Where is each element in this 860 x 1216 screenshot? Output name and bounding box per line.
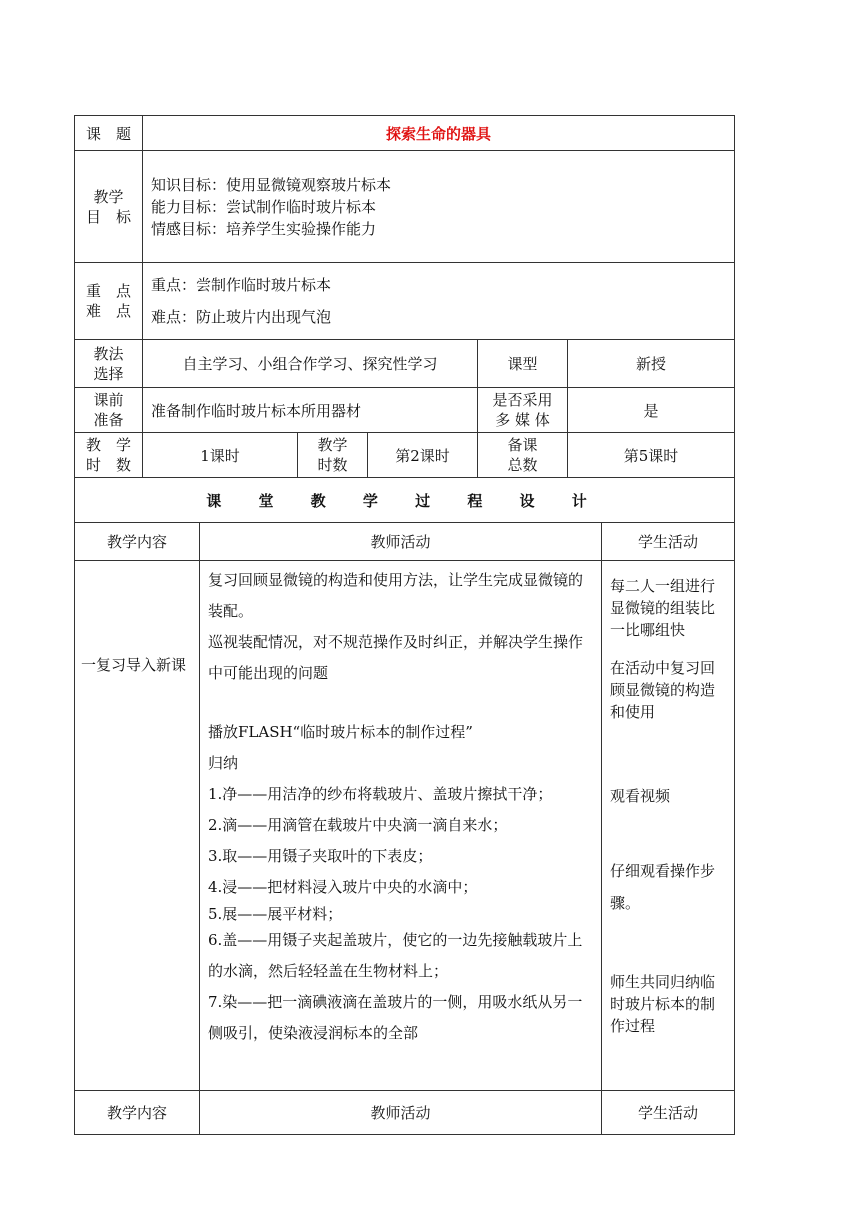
column-teacher-header: 教师活动	[200, 523, 602, 561]
column-student-header: 学生活动	[602, 523, 735, 561]
column-content-header: 教学内容	[75, 523, 200, 561]
teacher-step: 7.染——把一滴碘液滴在盖玻片的一侧，用吸水纸从另一侧吸引，使染液浸润标本的全部	[208, 993, 583, 1042]
media-label-line1: 是否采用	[492, 391, 553, 409]
prep-label-line1: 课前	[93, 391, 124, 409]
method-value: 自主学习、小组合作学习、探究性学习	[143, 340, 478, 388]
media-label	[478, 388, 568, 433]
teacher-activities	[200, 561, 602, 1091]
keys-cell	[143, 263, 735, 340]
method-label-line1: 教法	[93, 344, 124, 363]
lesson-header-table	[74, 115, 735, 523]
teacher-step: 6.盖——用镊子夹起盖玻片，使它的一边先接触载玻片上的水滴，然后轻轻盖在生物材料上；	[208, 931, 583, 980]
hours-label-line1: 教 学	[85, 436, 131, 454]
process-table	[74, 522, 735, 1135]
teacher-step: 5.展——展平材料；	[208, 905, 343, 923]
key-point: 重点：尝制作临时玻片标本	[151, 276, 332, 294]
goals-label	[75, 151, 143, 263]
teacher-step: 4.浸——把材料浸入玻片中央的水滴中；	[208, 878, 478, 896]
keys-label	[75, 263, 143, 340]
prep-label-line2: 准备	[93, 411, 124, 429]
hour-no-value: 第2课时	[368, 433, 478, 478]
media-label-line2: 多 媒 体	[495, 411, 550, 429]
student-activity: 仔细观看操作步骤。	[610, 862, 716, 912]
goal-knowledge: 知识目标：使用显微镜观察玻片标本	[151, 175, 392, 194]
lesson-plan	[74, 115, 734, 1135]
goals-label-line1: 教学	[93, 187, 124, 206]
teacher-step: 2.滴——用滴管在载玻片中央滴一滴自来水；	[208, 816, 508, 834]
teacher-step: 3.取——用镊子夹取叶的下表皮；	[208, 847, 433, 865]
column-student-footer: 学生活动	[602, 1091, 735, 1135]
prep-value: 准备制作临时玻片标本所用器材	[143, 388, 478, 433]
hours-label-line2: 时 数	[85, 456, 131, 474]
total-value: 第5课时	[568, 433, 735, 478]
teacher-step: 复习回顾显微镜的构造和使用方法，让学生完成显微镜的装配。	[208, 571, 584, 620]
section-content	[75, 561, 200, 1091]
student-activity: 师生共同归纳临时玻片标本的制作过程	[610, 973, 716, 1035]
goals-label-line2: 目 标	[85, 207, 131, 226]
student-activity: 在活动中复习回顾显微镜的构造和使用	[610, 659, 716, 721]
teacher-step: 归纳	[208, 754, 239, 772]
keys-label-line2: 难 点	[85, 302, 131, 320]
type-value: 新授	[568, 340, 735, 388]
method-label	[75, 340, 143, 388]
student-activities	[602, 561, 735, 1091]
keys-label-line1: 重 点	[85, 282, 131, 300]
type-label: 课型	[478, 340, 568, 388]
teacher-step: 巡视装配情况，对不规范操作及时纠正，并解决学生操作中可能出现的问题	[208, 633, 584, 682]
media-value: 是	[568, 388, 735, 433]
topic-title: 探索生命的器具	[143, 116, 735, 151]
design-title: 课 堂 教 学 过 程 设 计	[75, 478, 735, 523]
hours-value: 1课时	[143, 433, 298, 478]
hour-no-label-line1: 教学	[317, 436, 348, 454]
difficult-point: 难点：防止玻片内出现气泡	[151, 308, 332, 326]
goal-ability: 能力目标：尝试制作临时玻片标本	[151, 197, 377, 216]
method-label-line2: 选择	[93, 364, 124, 383]
section-content-text: 一复习导入新课	[81, 656, 187, 674]
column-teacher-footer: 教师活动	[200, 1091, 602, 1135]
teacher-step: 播放FLASH“临时玻片标本的制作过程”	[208, 723, 473, 741]
column-content-footer: 教学内容	[75, 1091, 200, 1135]
hour-no-label-line2: 时数	[317, 456, 348, 474]
student-activity: 每二人一组进行显微镜的组装比一比哪组快	[610, 577, 716, 639]
topic-label: 课 题	[75, 116, 143, 151]
student-activity: 观看视频	[610, 787, 671, 805]
goals-cell	[143, 151, 735, 263]
hours-label	[75, 433, 143, 478]
total-label-line1: 备课	[507, 436, 538, 454]
teacher-gap	[208, 689, 595, 717]
prep-label	[75, 388, 143, 433]
total-label	[478, 433, 568, 478]
goal-emotion: 情感目标：培养学生实验操作能力	[151, 219, 377, 238]
teacher-step: 1.净——用洁净的纱布将载玻片、盖玻片擦拭干净；	[208, 785, 553, 803]
hour-no-label	[298, 433, 368, 478]
total-label-line2: 总数	[507, 456, 538, 474]
